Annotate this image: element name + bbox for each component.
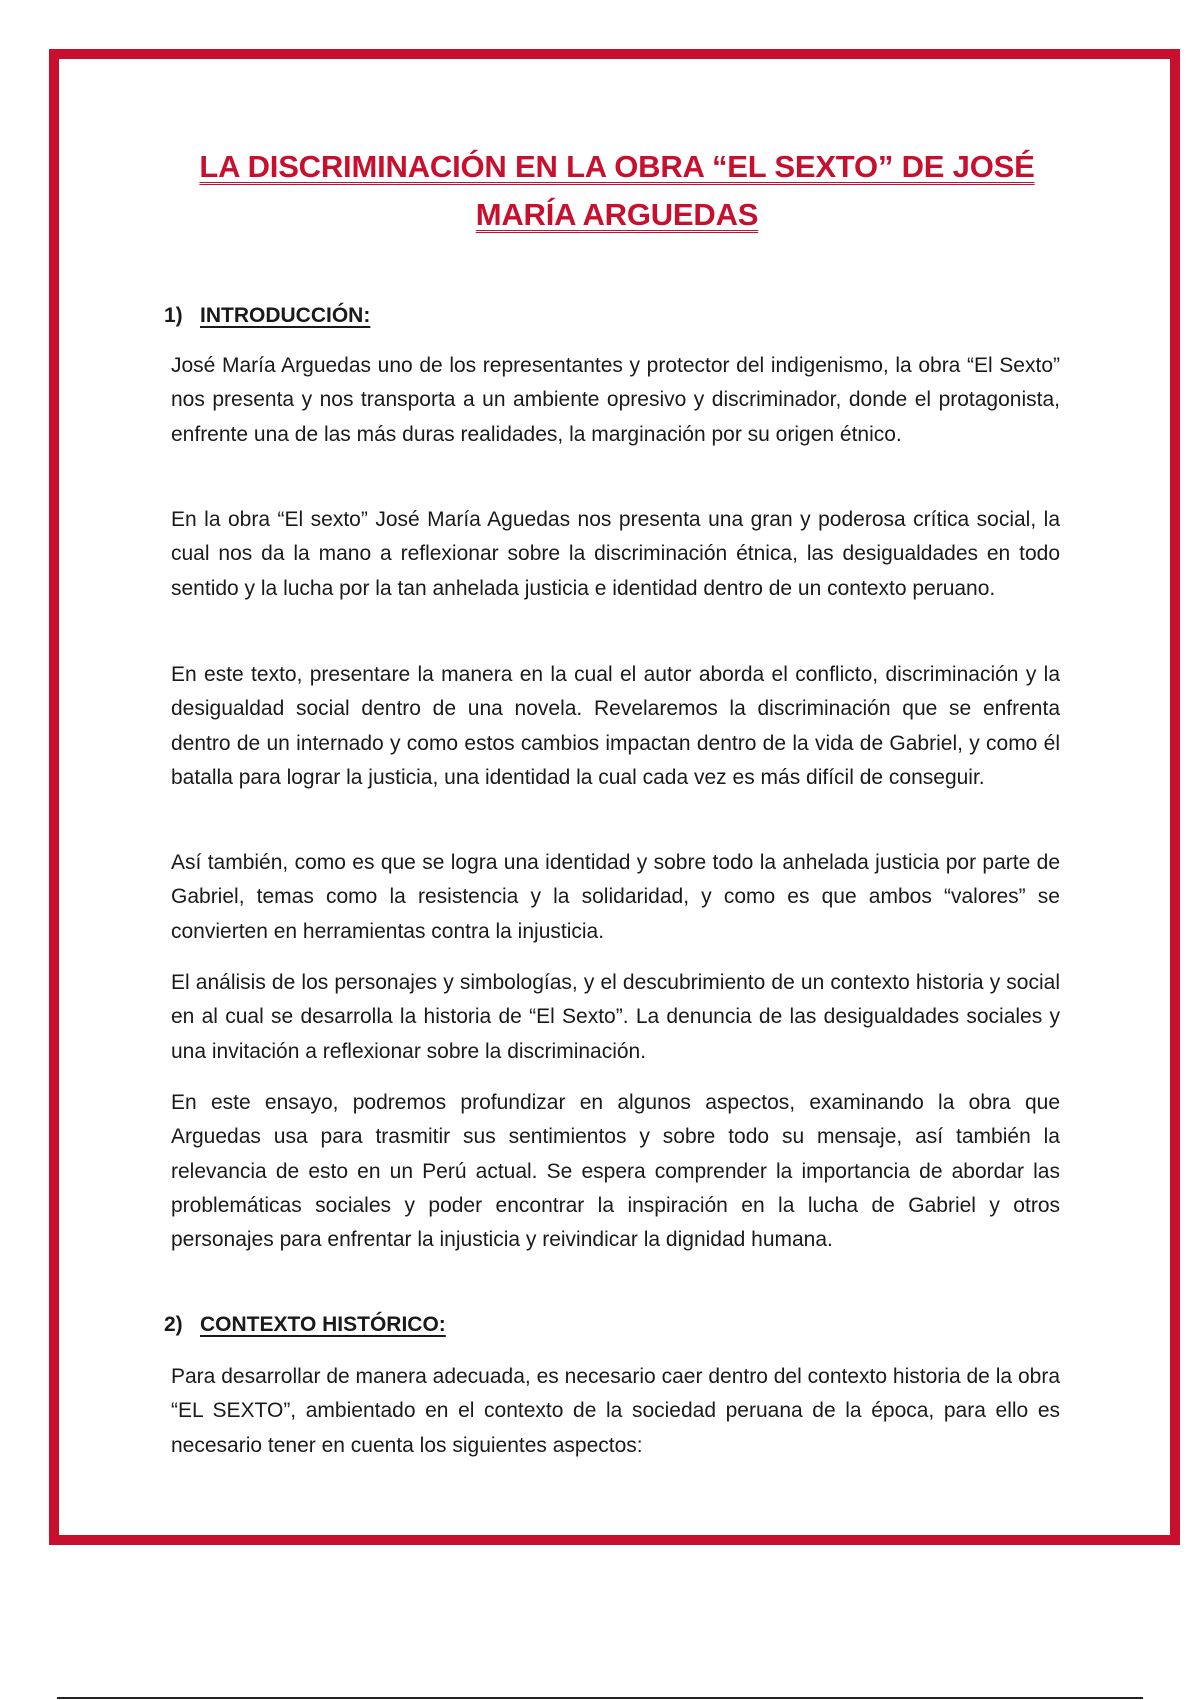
document-title — [150, 143, 1084, 239]
document-title-line-1: LA DISCRIMINACIÓN EN LA OBRA “EL SEXTO” DE JOSÉ — [199, 149, 1035, 184]
intro-paragraph-1: José María Arguedas uno de los representantes y protector del indigenismo, la obra “El Sexto” nos presenta y nos transporta a un ambiente opresivo y discriminador, donde el protagonista, enfrente una de las más duras realidades, la marginación por su origen étnico. — [171, 354, 1060, 446]
intro-paragraph-3: En este texto, presentare la manera en la cual el autor aborda el conflicto, discriminación y la desigualdad social dentro de una novela. Revelaremos la discriminación que se enfrenta dentro de un internado y como estos cambios impactan dentro de la vida de Gabriel, y como él batalla para lograr la justicia, una identidad la cual cada vez es más difícil de conseguir. — [171, 663, 1060, 789]
section-heading-contexto-historico — [164, 1310, 446, 1340]
section-number: 1) — [164, 304, 183, 327]
document-title-line-2: MARÍA ARGUEDAS — [475, 197, 759, 232]
intro-paragraph-4: Así también, como es que se logra una identidad y sobre todo la anhelada justicia por parte de Gabriel, temas como la resistencia y la solidaridad, y como es que ambos “valores” se convierten en herramientas contra la injusticia. — [171, 851, 1060, 943]
section-heading-text: CONTEXTO HISTÓRICO: — [200, 1313, 446, 1336]
context-paragraph-1: Para desarrollar de manera adecuada, es necesario caer dentro del contexto historia de la obra “EL SEXTO”, ambientado en el contexto de la sociedad peruana de la época, para ello es necesario tener en cuenta los siguientes aspectos: — [171, 1365, 1060, 1457]
section-heading-introduccion — [164, 301, 370, 331]
section-heading-text: INTRODUCCIÓN: — [200, 304, 371, 327]
footer-divider — [57, 1697, 1143, 1699]
intro-paragraph-2: En la obra “El sexto” José María Aguedas nos presenta una gran y poderosa crítica social, la cual nos da la mano a reflexionar sobre la discriminación étnica, las desigualdades en todo sentido y la lucha por la tan anhelada justicia e identidad dentro de un contexto peruano. — [171, 508, 1060, 600]
intro-paragraph-6: En este ensayo, podremos profundizar en algunos aspectos, examinando la obra que Arguedas usa para trasmitir sus sentimientos y sobre todo su mensaje, así también la relevancia de esto en un Perú actual. Se espera comprender la importancia de abordar las problemáticas sociales y poder encontrar la inspiración en la lucha de Gabriel y otros personajes para enfrentar la injusticia y reivindicar la dignidad humana. — [171, 1091, 1060, 1252]
intro-paragraph-5: El análisis de los personajes y simbologías, y el descubrimiento de un contexto historia y social en al cual se desarrolla la historia de “El Sexto”. La denuncia de las desigualdades sociales y una invitación a reflexionar sobre la discriminación. — [171, 971, 1060, 1063]
section-number: 2) — [164, 1313, 183, 1336]
